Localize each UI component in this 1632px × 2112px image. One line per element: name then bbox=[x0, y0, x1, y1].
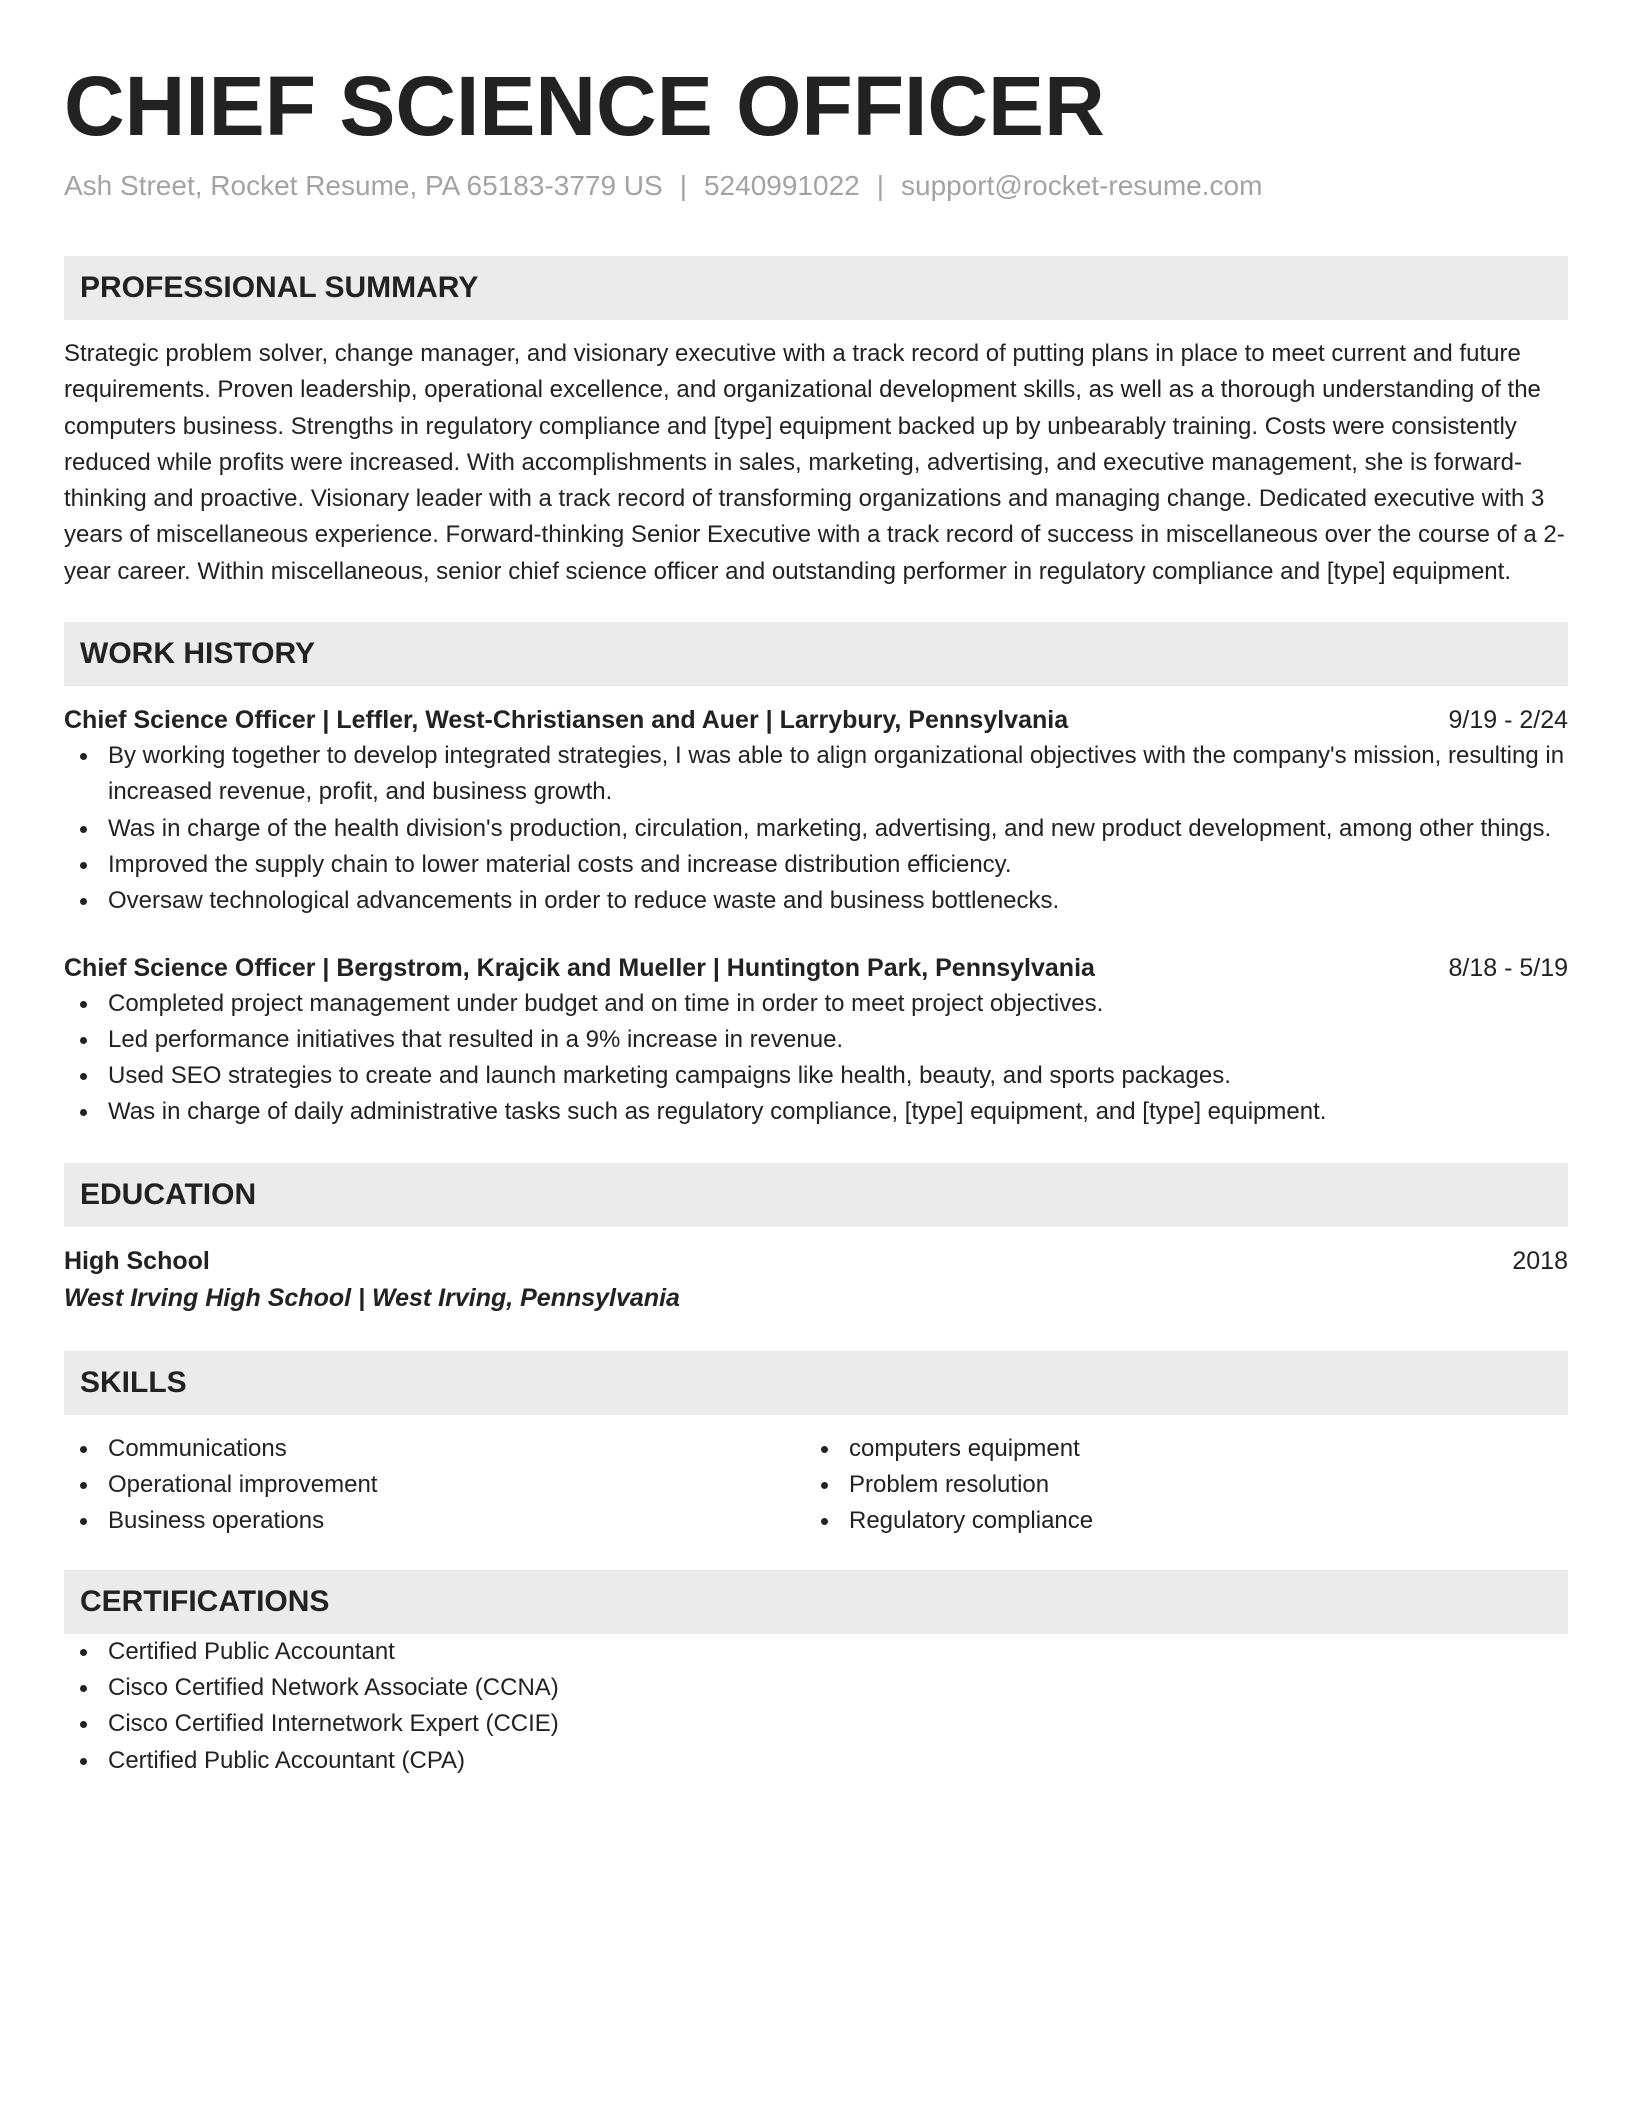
skills-column-left bbox=[64, 1431, 805, 1540]
job-bullet-list bbox=[64, 986, 1568, 1131]
job-entry bbox=[64, 950, 1568, 1131]
skill-item: Regulatory compliance bbox=[805, 1503, 1546, 1539]
education-entry bbox=[64, 1243, 1568, 1279]
job-bullet: Led performance initiatives that resulted in a 9% increase in revenue. bbox=[64, 1022, 1568, 1058]
section-heading: EDUCATION bbox=[80, 1177, 257, 1211]
education-school: West Irving High School | West Irving, Pennsylvania bbox=[64, 1283, 680, 1312]
job-bullet: Oversaw technological advancements in order to reduce waste and business bottlenecks. bbox=[64, 883, 1568, 919]
section-header-education bbox=[64, 1163, 1568, 1227]
education-degree: High School bbox=[64, 1246, 210, 1275]
section-heading: CERTIFICATIONS bbox=[80, 1584, 330, 1618]
job-bullet: Completed project management under budget and on time in order to meet project objectives. bbox=[64, 986, 1568, 1022]
job-bullet: Improved the supply chain to lower material costs and increase distribution efficiency. bbox=[64, 847, 1568, 883]
job-header bbox=[64, 702, 1568, 738]
education-year: 2018 bbox=[1512, 1246, 1568, 1275]
job-bullet: Was in charge of daily administrative tasks such as regulatory compliance, [type] equipment, and [type] equipment. bbox=[64, 1094, 1568, 1130]
contact-phone: 5240991022 bbox=[703, 170, 860, 201]
contact-email: support@rocket-resume.com bbox=[901, 170, 1263, 201]
job-entry bbox=[64, 702, 1568, 919]
contact-line bbox=[64, 168, 1568, 204]
job-header bbox=[64, 950, 1568, 986]
certification-item: Certified Public Accountant bbox=[64, 1634, 1568, 1670]
skill-item: Operational improvement bbox=[64, 1467, 805, 1503]
job-bullet: By working together to develop integrated strategies, I was able to align organizational objectives with the company's mission, resulting in increased revenue, profit, and business growth. bbox=[64, 738, 1568, 811]
section-header-work-history bbox=[64, 622, 1568, 686]
certification-item: Cisco Certified Internetwork Expert (CCIE) bbox=[64, 1706, 1568, 1742]
section-heading: WORK HISTORY bbox=[80, 637, 316, 671]
skill-item: Problem resolution bbox=[805, 1467, 1546, 1503]
job-title: Chief Science Officer | Leffler, West-Christiansen and Auer | Larrybury, Pennsylvania bbox=[64, 706, 1069, 735]
contact-separator: | bbox=[679, 170, 687, 201]
skills-grid bbox=[64, 1431, 1568, 1540]
job-dates: 9/19 - 2/24 bbox=[1448, 706, 1568, 735]
skill-item: Communications bbox=[64, 1431, 805, 1467]
certifications-list bbox=[64, 1634, 1568, 1779]
resume-title: CHIEF SCIENCE OFFICER bbox=[64, 59, 1105, 153]
skill-item: Business operations bbox=[64, 1503, 805, 1539]
section-heading: PROFESSIONAL SUMMARY bbox=[80, 271, 479, 304]
certification-item: Certified Public Accountant (CPA) bbox=[64, 1743, 1568, 1779]
contact-address: Ash Street, Rocket Resume, PA 65183-3779 US bbox=[64, 170, 663, 201]
section-header-skills bbox=[64, 1351, 1568, 1415]
job-title: Chief Science Officer | Bergstrom, Krajcik and Mueller | Huntington Park, Pennsylvania bbox=[64, 953, 1095, 982]
skill-item: computers equipment bbox=[805, 1431, 1546, 1467]
job-dates: 8/18 - 5/19 bbox=[1448, 953, 1568, 982]
job-bullet-list bbox=[64, 738, 1568, 919]
summary-text: Strategic problem solver, change manager, and visionary executive with a track record of putting plans in place to meet current and future requirements. Proven leadership, operational excellence, and organizational development skills, as well as a thorough understanding of the computers business. Strengths in regulatory compliance and [type] equipment backed up by unbearably training. Costs were consistently reduced while profits were increased. With accomplishments in sales, marketing, advertising, and executive management, she is forward-thinking and proactive. Visionary leader with a track record of transforming organizations and managing change. Dedicated executive with 3 years of miscellaneous experience. Forward-thinking Senior Executive with a track record of success in miscellaneous over the course of a 2-year career. Within miscellaneous, senior chief science officer and outstanding performer in regulatory compliance and [type] equipment. bbox=[64, 340, 1565, 585]
job-bullet: Was in charge of the health division's production, circulation, marketing, advertising, and new product development, among other things. bbox=[64, 811, 1568, 847]
section-heading: SKILLS bbox=[80, 1365, 187, 1399]
section-header-certifications bbox=[64, 1570, 1568, 1634]
skills-column-right bbox=[805, 1431, 1546, 1540]
certification-item: Cisco Certified Network Associate (CCNA) bbox=[64, 1670, 1568, 1706]
section-header-summary bbox=[64, 256, 1568, 320]
contact-separator: | bbox=[876, 170, 884, 201]
job-bullet: Used SEO strategies to create and launch marketing campaigns like health, beauty, and sports packages. bbox=[64, 1058, 1568, 1094]
